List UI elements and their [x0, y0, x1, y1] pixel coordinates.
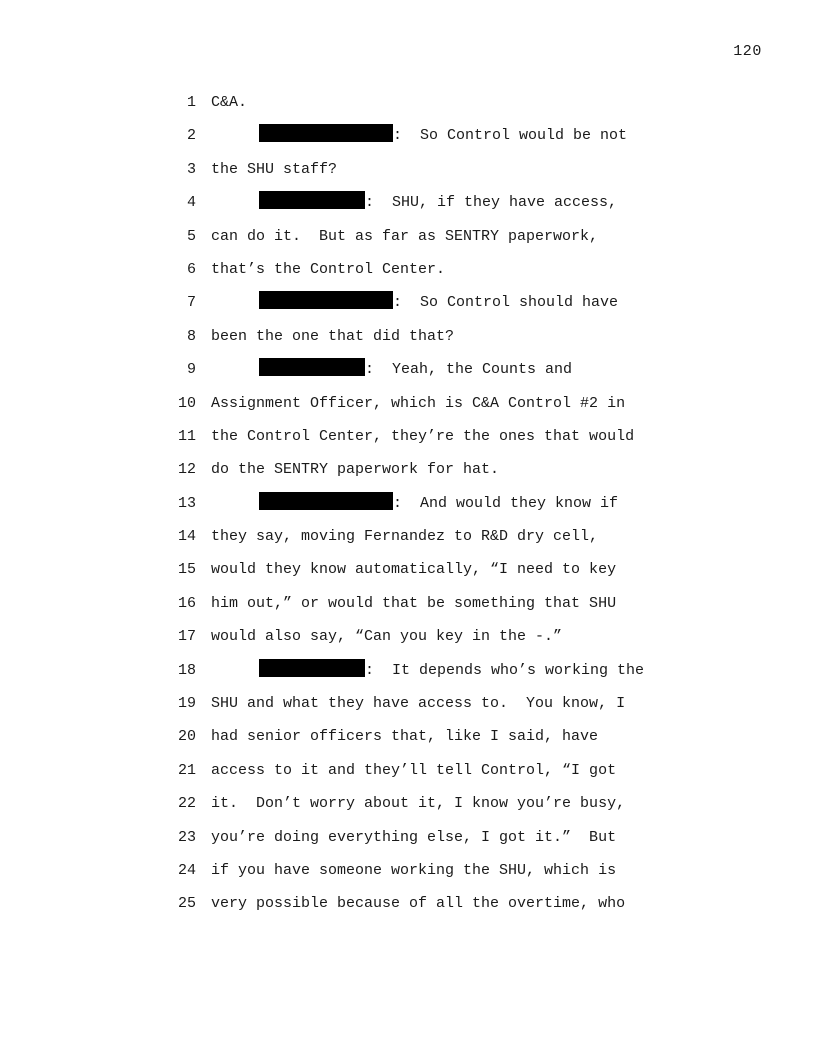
line-text: very possible because of all the overtime, who — [211, 895, 626, 913]
line-text: would they know automatically, “I need to key — [211, 561, 617, 579]
transcript-line — [0, 327, 816, 360]
line-number: 2 — [186, 127, 196, 145]
transcript-line — [0, 594, 816, 627]
line-number: 20 — [177, 728, 196, 746]
transcript-line — [0, 661, 816, 694]
line-text: him out,” or would that be something that SHU — [211, 594, 617, 612]
line-text: do the SENTRY paperwork for hat. — [211, 461, 500, 479]
transcript-line — [0, 560, 816, 593]
transcript-line — [0, 360, 816, 393]
line-number: 10 — [177, 394, 196, 412]
line-text: SHU and what they have access to. You know, I — [211, 695, 626, 713]
line-number: 25 — [177, 895, 196, 913]
line-number: 12 — [177, 461, 196, 479]
line-number: 19 — [177, 695, 196, 713]
line-number: 17 — [177, 628, 196, 646]
line-text: access to it and they’ll tell Control, “I got — [211, 761, 617, 779]
transcript-line — [0, 894, 816, 927]
line-number: 4 — [186, 194, 196, 212]
line-text: C&A. — [211, 94, 248, 111]
transcript-line — [0, 861, 816, 894]
transcript-line — [0, 227, 816, 260]
line-number: 21 — [177, 761, 196, 779]
line-number: 16 — [177, 594, 196, 612]
transcript-line — [0, 627, 816, 660]
redacted-speaker-name — [259, 492, 393, 510]
transcript-body — [0, 93, 816, 928]
speech-text: : Yeah, the Counts and — [365, 361, 573, 379]
transcript-line — [0, 293, 816, 326]
line-text — [211, 661, 644, 681]
redacted-speaker-name — [259, 124, 393, 142]
page-number: 120 — [733, 43, 762, 60]
transcript-line — [0, 193, 816, 226]
line-text: the SHU staff? — [211, 160, 338, 178]
line-number: 3 — [186, 160, 196, 178]
line-number: 22 — [177, 795, 196, 813]
line-text: Assignment Officer, which is C&A Control #2 in — [211, 394, 626, 412]
redacted-speaker-name — [259, 358, 365, 376]
transcript-line — [0, 394, 816, 427]
transcript-line — [0, 527, 816, 560]
line-text: been the one that did that? — [211, 327, 455, 345]
transcript-line — [0, 460, 816, 493]
transcript-line — [0, 160, 816, 193]
line-number: 9 — [186, 361, 196, 379]
line-text: it. Don’t worry about it, I know you’re busy, — [211, 795, 626, 813]
line-text: can do it. But as far as SENTRY paperwork, — [211, 227, 599, 245]
transcript-line — [0, 828, 816, 861]
line-number: 15 — [177, 561, 196, 579]
line-number: 11 — [177, 427, 196, 445]
transcript-line — [0, 427, 816, 460]
transcript-line — [0, 761, 816, 794]
transcript-line — [0, 494, 816, 527]
line-text — [211, 360, 572, 380]
speech-text: : It depends who’s working the — [365, 661, 645, 679]
line-text: you’re doing everything else, I got it.” But — [211, 828, 617, 846]
transcript-line — [0, 260, 816, 293]
line-number: 5 — [186, 227, 196, 245]
line-text: if you have someone working the SHU, which is — [211, 861, 617, 879]
line-number: 6 — [186, 260, 196, 278]
speech-text: : And would they know if — [393, 494, 619, 512]
line-text: had senior officers that, like I said, have — [211, 728, 599, 746]
line-text: they say, moving Fernandez to R&D dry cell, — [211, 528, 599, 546]
line-text — [211, 293, 618, 313]
speech-text: : So Control would be not — [393, 127, 628, 145]
transcript-line — [0, 794, 816, 827]
line-text — [211, 193, 617, 213]
line-number: 14 — [177, 528, 196, 546]
line-number: 7 — [186, 294, 196, 312]
line-number: 13 — [177, 494, 196, 512]
speech-text: : SHU, if they have access, — [365, 194, 618, 212]
line-text — [211, 494, 618, 514]
redacted-speaker-name — [259, 659, 365, 677]
speech-text: : So Control should have — [393, 294, 619, 312]
transcript-line — [0, 727, 816, 760]
transcript-line — [0, 93, 816, 126]
line-number: 23 — [177, 828, 196, 846]
transcript-line — [0, 694, 816, 727]
line-text: would also say, “Can you key in the -.” — [211, 628, 563, 646]
line-number: 24 — [177, 861, 196, 879]
line-text: that’s the Control Center. — [211, 260, 446, 278]
line-number: 18 — [177, 661, 196, 679]
redacted-speaker-name — [259, 291, 393, 309]
line-text: the Control Center, they’re the ones that would — [211, 427, 635, 445]
redacted-speaker-name — [259, 191, 365, 209]
line-number: 8 — [186, 327, 196, 345]
line-text — [211, 126, 627, 146]
transcript-line — [0, 126, 816, 159]
line-number: 1 — [186, 94, 196, 111]
